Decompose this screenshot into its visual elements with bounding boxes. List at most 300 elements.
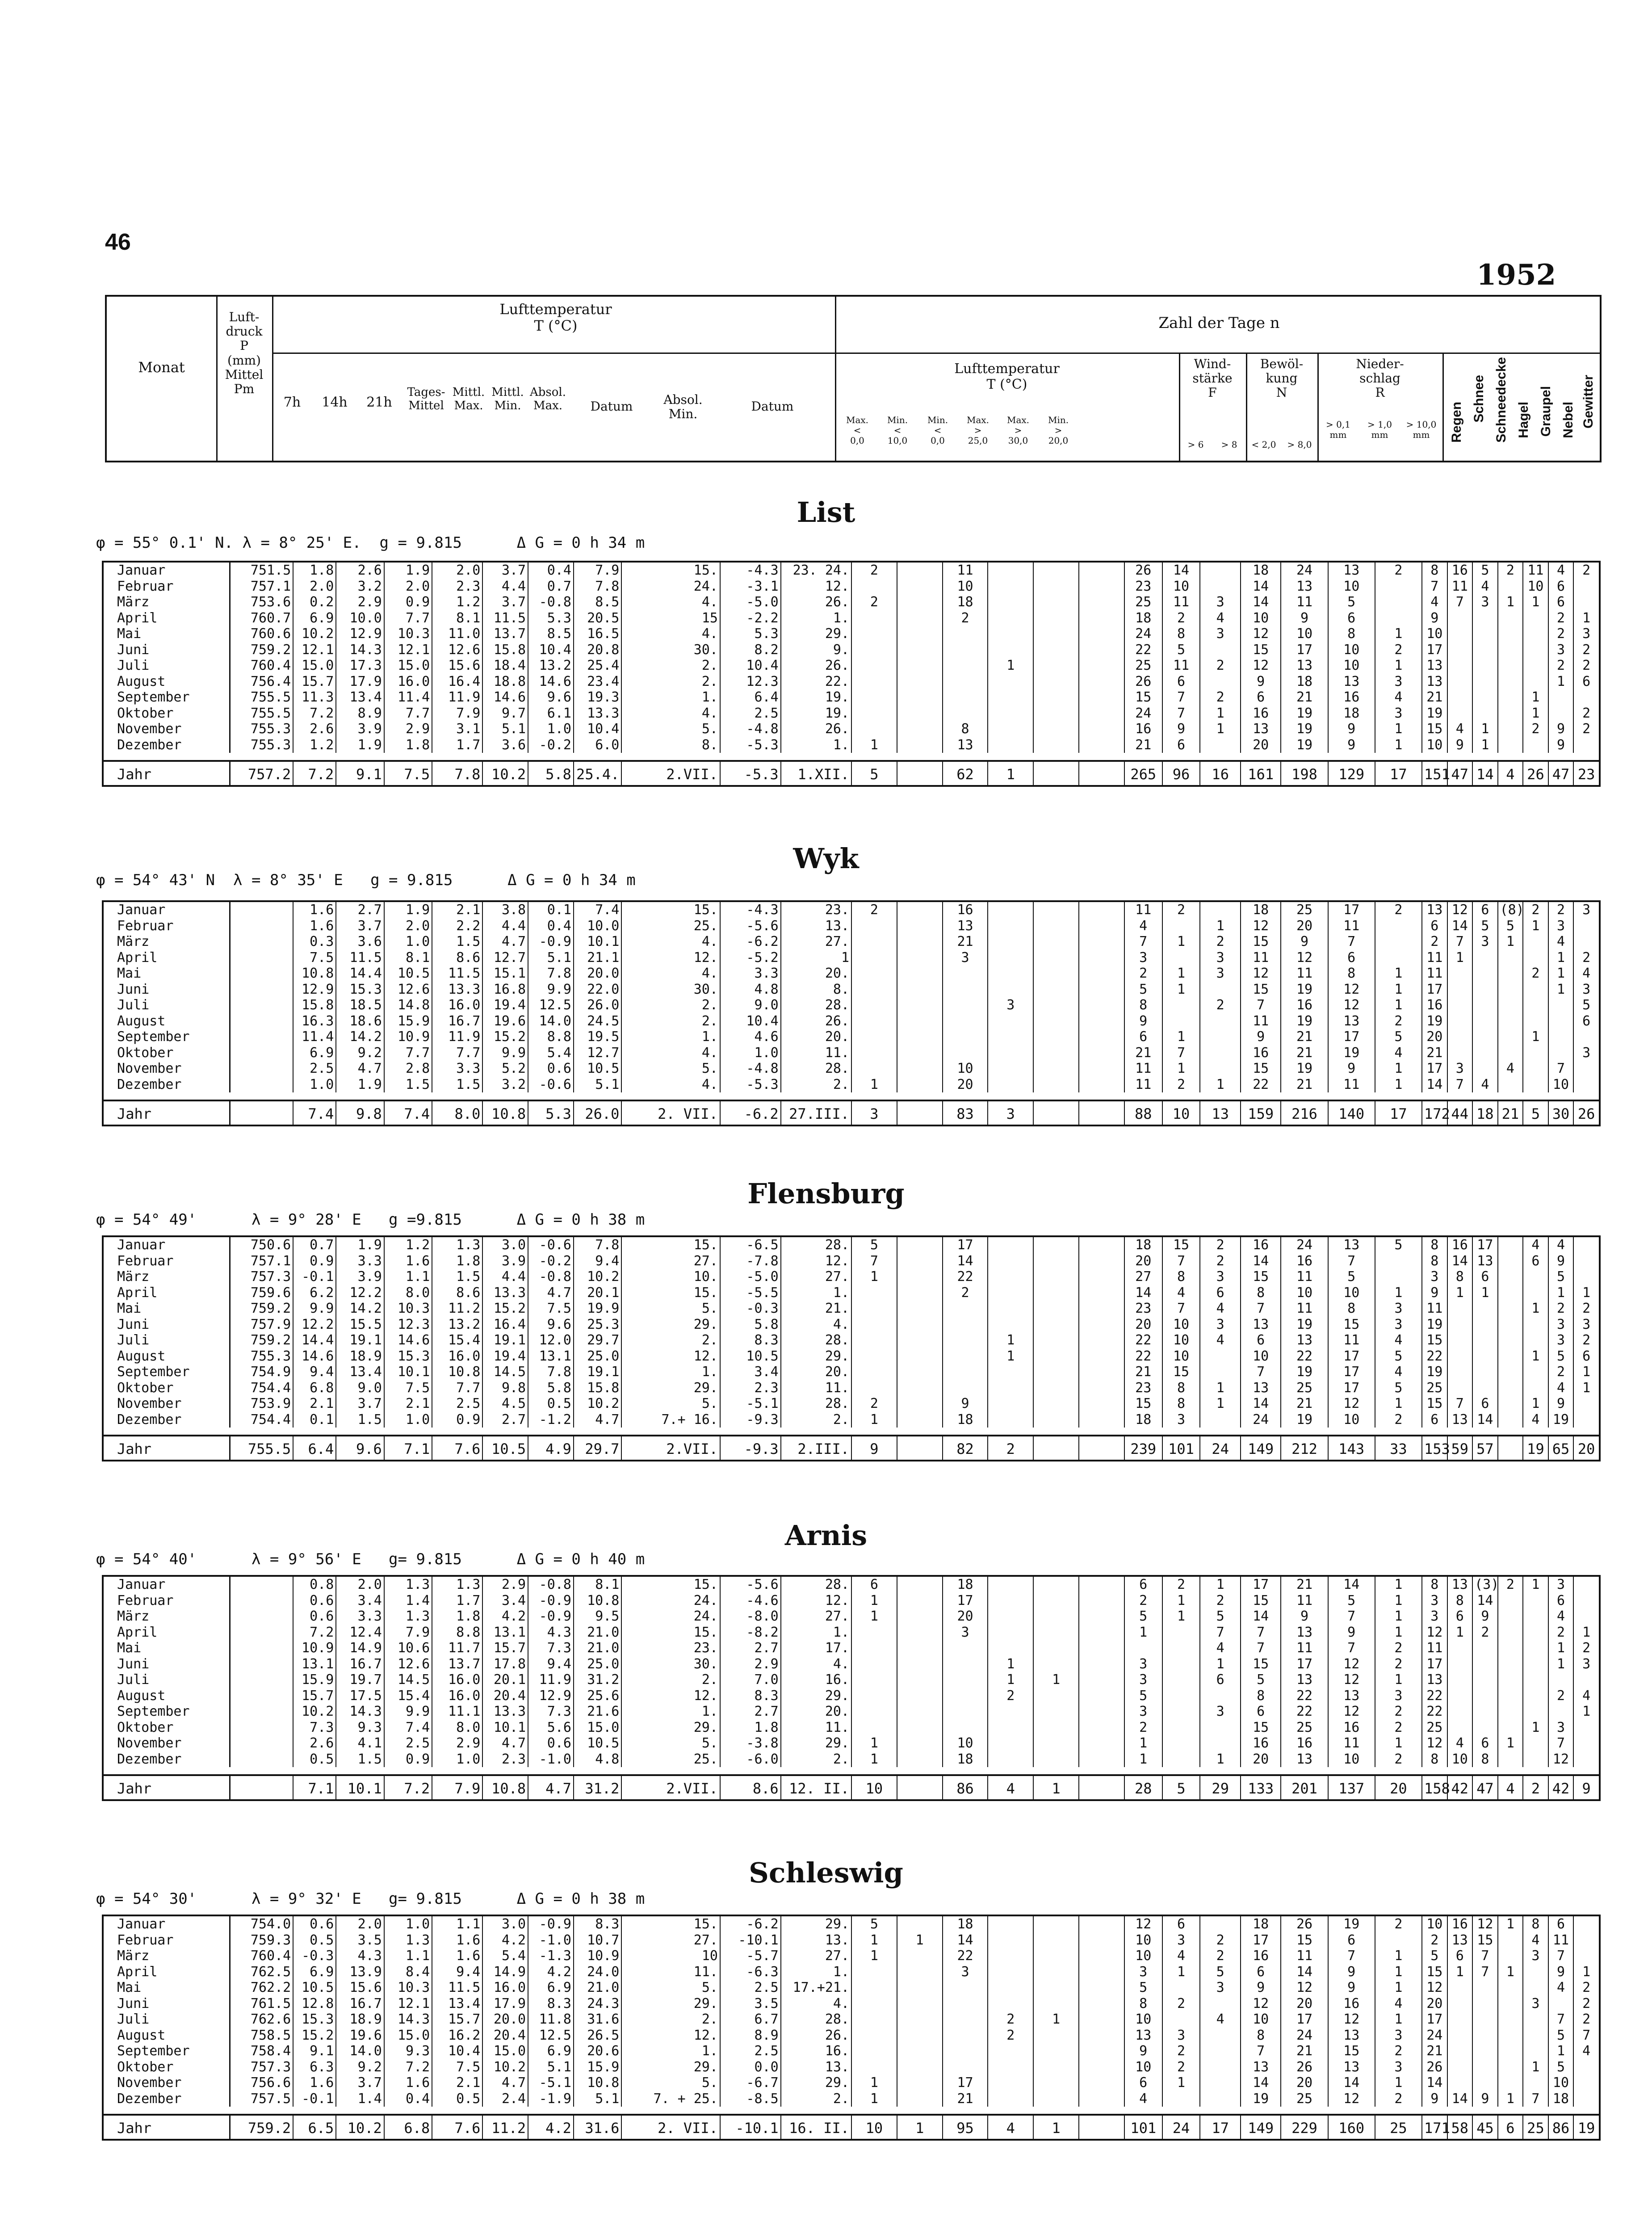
data-cell: 12 (1241, 918, 1281, 934)
month-label: Mai (104, 1301, 230, 1317)
data-cell: 13 (943, 918, 988, 934)
data-cell: 1. (621, 1704, 720, 1720)
month-label: Jahr (104, 761, 230, 787)
data-cell: 16.0 (482, 1980, 528, 1996)
data-cell: 3 (1375, 674, 1422, 690)
data-cell: 2 (1375, 642, 1422, 658)
data-cell (230, 1061, 293, 1077)
data-cell: 17 (1472, 1237, 1498, 1253)
data-cell: 3.7 (336, 918, 384, 934)
data-cell: 15 (1241, 1593, 1281, 1609)
data-cell: 4. (621, 626, 720, 642)
datum-header: Datum (590, 399, 633, 414)
data-cell: 2 (943, 1285, 988, 1301)
data-cell (897, 950, 943, 966)
data-cell: 5 (1124, 1608, 1162, 1625)
data-cell: 7.2 (384, 2059, 432, 2075)
data-cell (1573, 1077, 1599, 1093)
data-cell: 755.3 (230, 737, 293, 753)
data-cell: 10 (1422, 626, 1447, 642)
data-cell: 2.9 (482, 1577, 528, 1593)
data-cell: 2. (621, 1013, 720, 1029)
data-cell: 3.6 (482, 737, 528, 753)
data-cell: 17 (1241, 1932, 1281, 1948)
data-cell (851, 1348, 897, 1365)
data-cell (1573, 1237, 1599, 1253)
data-cell: 1 (1548, 1285, 1574, 1301)
data-cell: 2 (1548, 902, 1574, 918)
data-cell (1498, 1253, 1523, 1269)
data-cell (1033, 1720, 1079, 1736)
data-cell (1033, 1061, 1079, 1077)
data-cell: 3 (1124, 1656, 1162, 1672)
data-cell (897, 1751, 943, 1768)
data-cell: 7 (1447, 934, 1473, 950)
data-cell (988, 1916, 1033, 1932)
data-cell: 10.8 (482, 1100, 528, 1126)
data-cell (1033, 1625, 1079, 1641)
data-cell: 10 (851, 1775, 897, 1801)
data-cell: 8.9 (336, 705, 384, 722)
data-cell: 9.4 (574, 1253, 621, 1269)
data-cell (1573, 1948, 1599, 1964)
data-cell: -4.3 (720, 563, 781, 579)
data-cell: 1.0 (528, 721, 574, 737)
data-cell (1375, 594, 1422, 610)
data-cell: 15 (1328, 2043, 1375, 2059)
data-cell (1523, 1672, 1548, 1688)
data-cell (943, 1720, 988, 1736)
data-cell: 4 (1582, 2043, 1591, 2059)
data-cell: 22 (1281, 1704, 1328, 1720)
data-cell: 4. (621, 966, 720, 982)
data-cell: 1 (988, 658, 1033, 674)
data-cell: 2 (1582, 1640, 1591, 1656)
data-cell: 1 (988, 1332, 1033, 1348)
data-cell: 3.5 (336, 1932, 384, 1948)
data-cell (851, 1301, 897, 1317)
data-cell (1033, 1364, 1079, 1380)
data-cell (230, 1077, 293, 1093)
data-cell: 1.5 (336, 1412, 384, 1428)
data-cell: 1 (1523, 1301, 1548, 1317)
month-row (104, 1577, 1599, 1593)
data-cell: 1. (621, 1029, 720, 1045)
data-cell: 9 (1328, 1625, 1375, 1641)
data-cell: 10.4 (574, 721, 621, 737)
data-cell: 2 (1548, 1688, 1574, 1704)
data-cell (1523, 1964, 1548, 1980)
data-cell: 2.0 (336, 1577, 384, 1593)
data-cell: 9 (1124, 1013, 1162, 1029)
data-cell (943, 2028, 988, 2044)
data-cell: -0.1 (293, 2091, 336, 2107)
data-cell (1375, 1269, 1422, 1285)
data-cell: 7.4 (293, 1100, 336, 1126)
data-cell: 754.9 (230, 1364, 293, 1380)
data-cell (988, 1380, 1033, 1396)
data-cell: 9 (1422, 610, 1447, 626)
data-cell: 14.3 (384, 2011, 432, 2028)
data-cell: 25 (1281, 902, 1328, 918)
data-cell: 7 (1472, 1964, 1498, 1980)
data-cell (1523, 1688, 1548, 1704)
data-cell: -0.9 (528, 1916, 574, 1932)
data-cell: 1 (1582, 1380, 1591, 1396)
data-cell (1498, 1932, 1523, 1948)
data-cell (1573, 1029, 1599, 1045)
data-cell (1200, 982, 1240, 998)
data-cell: 16 (1241, 705, 1281, 722)
data-cell: 0.1 (293, 1412, 336, 1428)
data-cell: 28. (781, 1396, 851, 1412)
data-cell (1573, 1269, 1599, 1285)
data-cell: 20. (781, 1029, 851, 1045)
data-cell: 16 (1422, 997, 1447, 1013)
data-cell (897, 902, 943, 918)
data-cell: 7 (1241, 1364, 1281, 1380)
data-cell: -5.0 (720, 594, 781, 610)
data-cell (1079, 918, 1124, 934)
data-cell (1548, 1996, 1574, 2012)
data-cell: 6 (1548, 579, 1574, 595)
data-cell: 149 (1241, 1436, 1281, 1461)
data-cell (1079, 1672, 1124, 1688)
data-cell (851, 918, 897, 934)
data-cell (1375, 934, 1422, 950)
month-label: Dezember (104, 737, 230, 753)
data-cell: 6 (1447, 1948, 1473, 1964)
data-cell: 16.5 (574, 626, 621, 642)
data-cell: 6.9 (528, 1980, 574, 1996)
data-cell: 7.2 (293, 1625, 336, 1641)
month-row (104, 594, 1599, 610)
data-cell: 2 (851, 563, 897, 579)
data-cell: 8.0 (384, 1285, 432, 1301)
data-cell: 5.8 (528, 1380, 574, 1396)
data-cell: 13 (1281, 579, 1328, 595)
monat-header: Monat (138, 359, 185, 376)
data-cell (897, 610, 943, 626)
data-cell: 15.5 (336, 1317, 384, 1333)
data-cell: 9 (1241, 1029, 1281, 1045)
data-cell: 20.6 (574, 2043, 621, 2059)
data-cell (988, 1269, 1033, 1285)
data-cell: 7 (1548, 1061, 1574, 1077)
data-cell: 14.9 (336, 1640, 384, 1656)
data-cell: 5 (1498, 918, 1523, 934)
data-cell: 19 (1281, 1412, 1328, 1428)
data-cell: 4 (1548, 1380, 1574, 1396)
data-cell (897, 1593, 943, 1609)
data-cell: 0.4 (528, 918, 574, 934)
data-cell: 4 (1447, 1735, 1473, 1751)
data-cell: 11 (1328, 1332, 1375, 1348)
data-cell (988, 642, 1033, 658)
data-cell (1472, 997, 1498, 1013)
data-cell: -0.9 (528, 934, 574, 950)
data-cell (1162, 1980, 1200, 1996)
data-cell: 3 (1200, 1269, 1240, 1285)
data-cell: 2. VII. (621, 1100, 720, 1126)
data-cell: 18 (943, 1577, 988, 1593)
data-cell: 14 (943, 1932, 988, 1948)
data-cell: 6 (1162, 674, 1200, 690)
data-cell: 23. (781, 902, 851, 918)
data-cell (1523, 2075, 1548, 2091)
data-cell (1498, 689, 1523, 705)
data-cell (1498, 658, 1523, 674)
data-cell: 9 (1472, 2091, 1498, 2107)
data-cell: 10.2 (293, 1704, 336, 1720)
data-cell: 14.6 (482, 689, 528, 705)
data-cell: 2.1 (384, 1396, 432, 1412)
data-cell: 2 (988, 1688, 1033, 1704)
data-cell: 12 (1241, 626, 1281, 642)
data-cell (1447, 626, 1473, 642)
data-cell: 8 (1447, 1593, 1473, 1609)
data-cell: 10 (1548, 2075, 1574, 2091)
data-cell: -1.0 (528, 1751, 574, 1768)
data-cell: 2.0 (293, 579, 336, 595)
data-cell (1548, 1045, 1574, 1061)
month-label: Juni (104, 1996, 230, 2012)
month-label: April (104, 1964, 230, 1980)
data-cell: 31.6 (574, 2115, 621, 2141)
data-cell: 1 (1523, 689, 1548, 705)
data-cell: 2.1 (432, 902, 482, 918)
data-cell: 4 (1523, 1237, 1548, 1253)
data-cell: 25. (621, 1751, 720, 1768)
data-cell: 7.9 (432, 1775, 482, 1801)
data-cell: 6.8 (293, 1380, 336, 1396)
data-cell: 23 (1577, 766, 1595, 783)
data-cell: 2 (1200, 1948, 1240, 1964)
data-cell: 0.6 (293, 1916, 336, 1932)
data-cell: 26 (1422, 2059, 1447, 2075)
data-cell: 8 (1162, 1396, 1200, 1412)
data-cell: 11 (1447, 579, 1473, 595)
data-cell: 7.0 (720, 1672, 781, 1688)
data-cell: 8.1 (384, 950, 432, 966)
data-cell: 21 (1281, 1029, 1328, 1045)
data-cell (1079, 1301, 1124, 1317)
data-cell (1447, 610, 1473, 626)
data-cell: 3 (1124, 1672, 1162, 1688)
month-row (104, 1964, 1599, 1980)
month-row (104, 1269, 1599, 1285)
data-cell: 11 (1281, 1301, 1328, 1317)
data-cell: 12.6 (384, 982, 432, 998)
data-cell (1548, 705, 1574, 722)
data-cell (1472, 1704, 1498, 1720)
data-cell: 7.8 (574, 1237, 621, 1253)
data-cell (988, 902, 1033, 918)
data-cell: 12 (1328, 2011, 1375, 2028)
data-cell: 229 (1281, 2115, 1328, 2141)
data-cell: 1 (1162, 1061, 1200, 1077)
data-cell: 1 (1447, 1964, 1473, 1980)
data-cell: 0.5 (432, 2091, 482, 2107)
data-cell: 7 (1162, 689, 1200, 705)
data-cell: 15.7 (293, 674, 336, 690)
data-cell (230, 1625, 293, 1641)
data-cell (897, 1301, 943, 1317)
data-cell: 7 (1472, 1948, 1498, 1964)
data-cell: 16.0 (432, 1348, 482, 1365)
data-cell: 2. (781, 2091, 851, 2107)
data-cell: 25.0 (574, 1348, 621, 1365)
data-cell: 12.4 (336, 1625, 384, 1641)
data-cell: 161 (1241, 761, 1281, 787)
data-cell (943, 674, 988, 690)
data-cell: 8.3 (720, 1332, 781, 1348)
data-cell: 10 (1281, 626, 1328, 642)
data-cell: 2 (1523, 1775, 1548, 1801)
data-cell: 27 (1124, 1269, 1162, 1285)
data-cell: 6 (1422, 918, 1447, 934)
data-cell (897, 1077, 943, 1093)
data-cell: 9.3 (384, 2043, 432, 2059)
data-cell: 12 (1241, 1996, 1281, 2012)
data-cell (897, 934, 943, 950)
data-cell: 8.4 (384, 1964, 432, 1980)
data-cell (897, 1735, 943, 1751)
data-cell (897, 2043, 943, 2059)
data-cell (1498, 1625, 1523, 1641)
data-cell: 8 (1422, 563, 1447, 579)
data-cell: 11.5 (432, 966, 482, 982)
data-cell: 2 (1124, 1720, 1162, 1736)
data-cell: 12. (621, 1348, 720, 1365)
data-cell: 2 (1375, 1720, 1422, 1736)
data-cell: 1 (1200, 1380, 1240, 1396)
data-cell (1033, 1380, 1079, 1396)
data-cell: 12. (621, 1688, 720, 1704)
data-cell: -3.1 (720, 579, 781, 595)
station-data-table (104, 1237, 1599, 1461)
data-cell: 755.3 (230, 721, 293, 737)
data-cell: -5.2 (720, 950, 781, 966)
data-cell: 5 (1328, 594, 1375, 610)
data-cell (1033, 1640, 1079, 1656)
data-cell (897, 1269, 943, 1285)
data-cell: 59 (1447, 1436, 1473, 1461)
data-cell (988, 1253, 1033, 1269)
data-cell (851, 674, 897, 690)
data-cell: 26 (1281, 2059, 1328, 2075)
data-cell (1447, 1045, 1473, 1061)
month-label: Jahr (104, 1775, 230, 1801)
data-cell: 14 (1447, 2091, 1473, 2107)
data-cell: 2 (1162, 1077, 1200, 1093)
data-cell (1162, 1751, 1200, 1768)
data-cell (1033, 950, 1079, 966)
data-cell (988, 1751, 1033, 1768)
data-cell (988, 1317, 1033, 1333)
data-cell: 8. (621, 737, 720, 753)
data-cell: 26 (1577, 1105, 1595, 1122)
station-coordinates: φ = 54° 40' λ = 9° 56' E g= 9.815 Δ G = 0 h 40 m (96, 1550, 645, 1568)
data-cell (1573, 1672, 1599, 1688)
data-cell: 1 (1033, 1775, 1079, 1801)
data-cell: 9.3 (336, 1720, 384, 1736)
data-cell (851, 1656, 897, 1672)
bewoelkung-col-0: < 2,0 (1251, 439, 1276, 450)
data-cell: 7.5 (384, 1380, 432, 1396)
data-cell: 2.3 (482, 1751, 528, 1768)
data-cell (1033, 610, 1079, 626)
data-cell: 1 (1124, 1751, 1162, 1768)
data-cell (851, 1045, 897, 1061)
data-cell: 16 (1241, 1237, 1281, 1253)
data-cell: 10 (1162, 579, 1200, 595)
data-cell: -0.6 (528, 1077, 574, 1093)
station-data-table (104, 902, 1599, 1126)
data-cell: 57 (1472, 1436, 1498, 1461)
data-cell: -7.8 (720, 1253, 781, 1269)
niederschlag-col-0: > 0,1 mm (1326, 419, 1350, 440)
data-cell: 11 (1281, 1640, 1328, 1656)
data-cell: 12.5 (528, 2028, 574, 2044)
data-cell (1447, 966, 1473, 982)
data-cell: 3 (1582, 1316, 1591, 1332)
data-cell: 3 (1375, 1317, 1422, 1333)
data-cell: 2 (1548, 626, 1574, 642)
data-cell: 86 (1548, 2115, 1574, 2141)
data-cell (988, 737, 1033, 753)
data-cell (1200, 1061, 1240, 1077)
data-cell: 14.2 (336, 1029, 384, 1045)
data-cell: 14.8 (384, 997, 432, 1013)
data-cell: 8 (1124, 1996, 1162, 2012)
data-cell: (8) (1498, 902, 1523, 918)
data-cell: 25 (1523, 2115, 1548, 2141)
data-cell (1079, 737, 1124, 753)
data-cell: 7 (1328, 1640, 1375, 1656)
data-cell: 13 (1281, 1332, 1328, 1348)
data-cell: 5. (621, 1396, 720, 1412)
data-cell: 12 (1281, 950, 1328, 966)
lt-col-3: Max. > 25,0 (966, 415, 990, 446)
data-cell: 2 (1200, 934, 1240, 950)
data-cell: 9 (1328, 1964, 1375, 1980)
data-cell: 21 (1281, 1577, 1328, 1593)
data-cell: 17 (1241, 1577, 1281, 1593)
data-cell (1498, 1317, 1523, 1333)
spacer-row (104, 2107, 1599, 2115)
data-cell: 13 (1124, 2028, 1162, 2044)
data-cell (851, 1332, 897, 1348)
data-cell: 1 (1033, 2115, 1079, 2141)
data-cell: 14.5 (384, 1672, 432, 1688)
month-row (104, 1593, 1599, 1609)
data-cell: 23 (1124, 1301, 1162, 1317)
data-cell: 2 (1498, 1577, 1523, 1593)
data-cell (1079, 1029, 1124, 1045)
data-cell (1033, 1751, 1079, 1768)
data-cell: 26 (1523, 761, 1548, 787)
data-cell: 0.6 (528, 1735, 574, 1751)
data-cell: 760.4 (230, 1948, 293, 1964)
data-cell: 20 (1124, 1317, 1162, 1333)
data-cell (1162, 950, 1200, 966)
data-cell: 22 (943, 1948, 988, 1964)
data-cell: 8 (1523, 1916, 1548, 1932)
data-cell (1079, 1269, 1124, 1285)
data-cell: 1 (1375, 1285, 1422, 1301)
data-cell: 129 (1328, 761, 1375, 787)
